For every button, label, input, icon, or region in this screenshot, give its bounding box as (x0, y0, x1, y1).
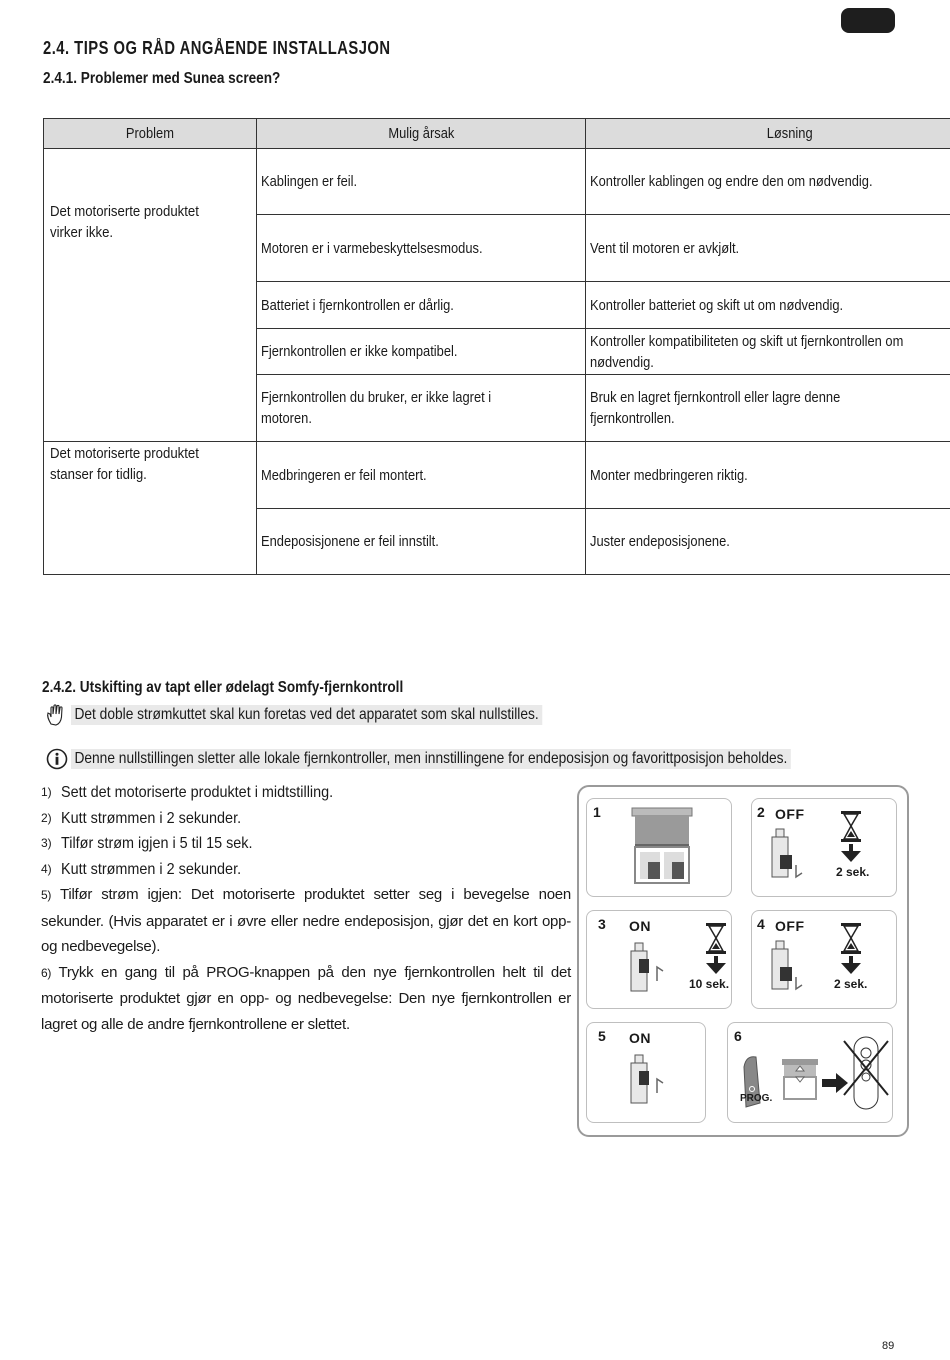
figure-panel-3: 3 ON 10 sek. (586, 910, 732, 1009)
window-screen-icon (631, 807, 693, 889)
circuit-breaker-on-icon (627, 941, 669, 1001)
list-item: 4) Kutt strømmen i 2 sekunder. (41, 860, 242, 878)
cause-cell: Fjernkontrollen du bruker, er ikke lagret i motoren. (257, 375, 586, 442)
problem-cell: Det motoriserte produktet virker ikke. (44, 149, 257, 442)
cause-cell: Endeposisjonene er feil innstilt. (257, 509, 586, 575)
solution-cell: Juster endeposisjonene. (586, 509, 950, 575)
problem-cell: Det motoriserte produktet stanser for tidlig. (44, 442, 257, 575)
cause-cell: Batteriet i fjernkontrollen er dårlig. (257, 282, 586, 329)
solution-cell: Kontroller kablingen og endre den om nødvendig. (586, 149, 950, 215)
hourglass-icon (838, 811, 864, 863)
figure-panel-4: 4 OFF 2 sek. (751, 910, 897, 1009)
hourglass-icon (838, 923, 864, 975)
list-item: 3) Tilfør strøm igjen i 5 til 15 sek. (41, 835, 253, 852)
cause-cell: Kablingen er feil. (257, 149, 586, 215)
language-tab (841, 8, 895, 33)
list-item: 2) Kutt strømmen i 2 sekunder. (41, 809, 242, 827)
info-icon (43, 747, 71, 771)
solution-cell: Kontroller kompatibiliteten og skift ut fjernkontrollen om nødvendig. (586, 329, 950, 375)
solution-cell: Bruk en lagret fjernkontroll eller lagre denne fjernkontrollen. (586, 375, 950, 442)
header-solution: Løsning (586, 119, 950, 149)
figure-panel-1: 1 (586, 798, 732, 897)
table-row (44, 149, 950, 215)
hourglass-icon (703, 923, 729, 975)
circuit-breaker-off-icon (768, 937, 808, 1003)
info-note-text: Denne nullstillingen sletter alle lokale fjernkontroller, men innstillingene for endeposisjon og favorittposisjon beholdes. (71, 749, 791, 769)
cause-cell: Motoren er i varmebeskyttelsesmodus. (257, 215, 586, 282)
subsection-title-remote-replacement: 2.4.2. Utskifting av tapt eller ødelagt Somfy-fjernkontroll (42, 679, 404, 696)
troubleshooting-table (43, 118, 950, 575)
list-item: 6) Trykk en gang til på PROG-knappen på den nye fjernkontrollen helt til det motoriserte produktet gjør en opp- og nedbevegelse: Den nye fjernkontrollen er lagret og alle de andre fjernkontrollene er slettet. (41, 963, 571, 1033)
info-note (43, 747, 908, 771)
figure-panel-6: 6 PROG. (727, 1022, 893, 1123)
list-item: 1) Sett det motoriserte produktet i midtstilling. (41, 784, 334, 801)
cause-cell: Fjernkontrollen er ikke kompatibel. (257, 329, 586, 375)
cause-cell: Medbringeren er feil montert. (257, 442, 586, 509)
hand-icon (43, 703, 71, 727)
table-header-row (44, 119, 950, 149)
section-title: 2.4. TIPS OG RÅD ANGÅENDE INSTALLASJON (43, 38, 391, 58)
warning-note (43, 703, 619, 727)
table-row (44, 442, 950, 509)
instruction-steps (41, 780, 571, 1037)
header-cause: Mulig årsak (257, 119, 586, 149)
warning-note-text: Det doble strømkuttet skal kun foretas ved det apparatet som skal nullstilles. (71, 705, 542, 725)
circuit-breaker-on-icon (627, 1053, 669, 1113)
figure-panel-2: 2 OFF 2 sek. (751, 798, 897, 897)
header-problem: Problem (44, 119, 257, 149)
circuit-breaker-off-icon (768, 825, 808, 891)
figure-panel-5: 5 ON (586, 1022, 706, 1123)
list-item: 5) Tilfør strøm igjen: Det motoriserte produktet setter seg i bevegelse noen sekunder. (Hvis apparatet er i øvre eller nedre endeposisjon, gjør det en kort opp- og nedbevegelse). (41, 886, 571, 955)
reset-procedure-figure (577, 785, 909, 1137)
solution-cell: Vent til motoren er avkjølt. (586, 215, 950, 282)
solution-cell: Monter medbringeren riktig. (586, 442, 950, 509)
solution-cell: Kontroller batteriet og skift ut om nødvendig. (586, 282, 950, 329)
page-number: 89 (882, 1340, 895, 1352)
subsection-title-troubleshooting: 2.4.1. Problemer med Sunea screen? (43, 70, 281, 87)
